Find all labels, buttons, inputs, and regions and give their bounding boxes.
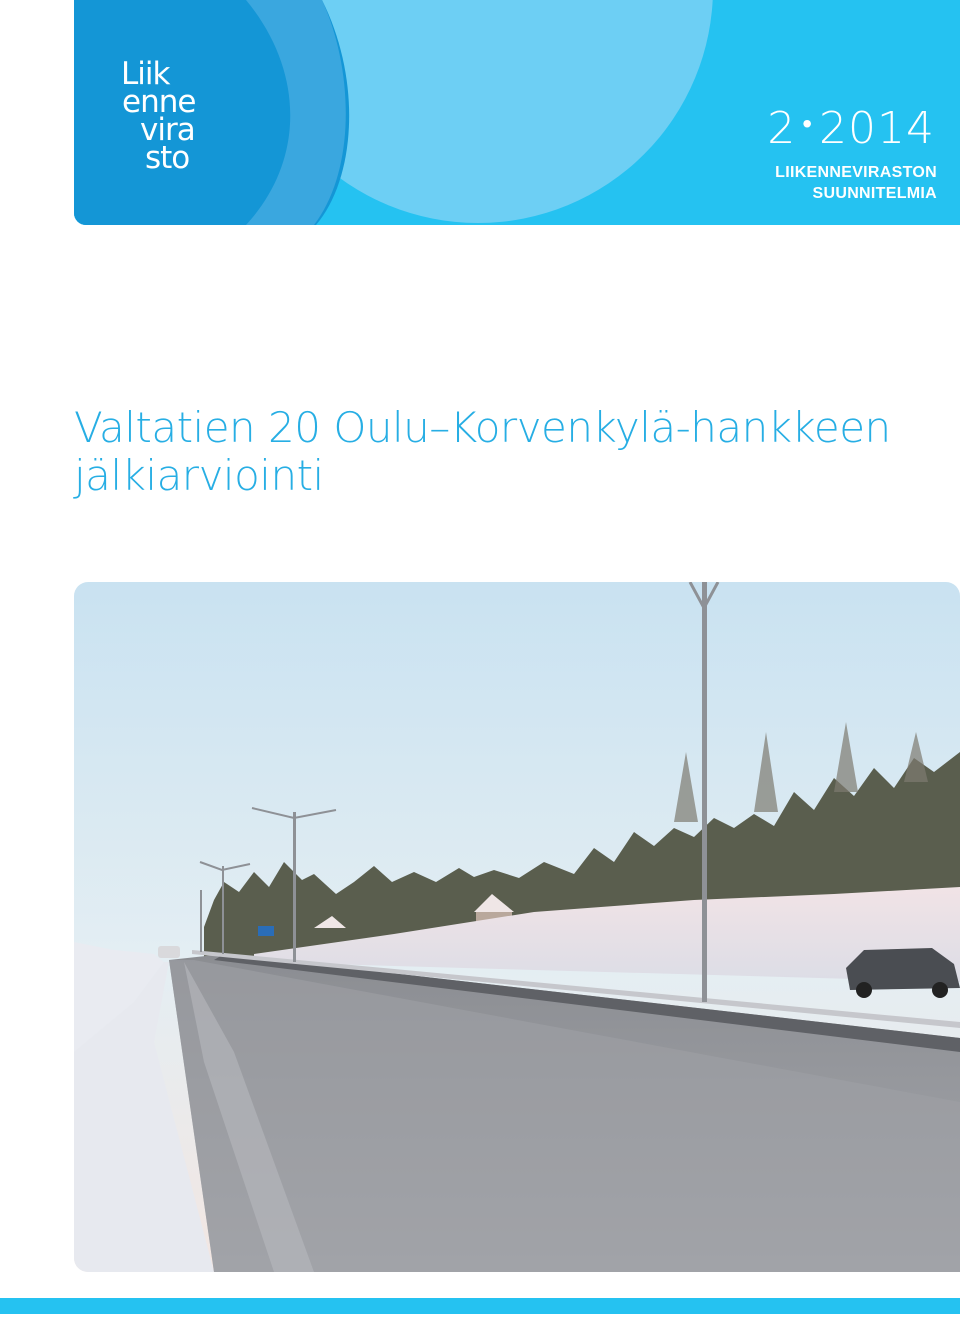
series-title: [775, 162, 937, 204]
issue-year: 2014: [819, 103, 935, 154]
winter-road-illustration: [74, 582, 960, 1272]
document-title-line-1: Valtatien 20 Oulu–Korvenkylä-hankkeen: [74, 403, 891, 452]
logo-line-4: sto: [145, 140, 190, 176]
issue-number-value: 2: [767, 103, 797, 154]
series-title-line-1: LIIKENNEVIRASTON: [775, 164, 937, 181]
cover-photo-winter-road: [74, 582, 960, 1272]
series-title-line-2: SUUNNITELMIA: [812, 185, 937, 202]
header-banner: [74, 0, 960, 225]
document-title-line-2: jälkiarviointi: [74, 451, 324, 500]
logo-line-2: enne: [122, 84, 196, 120]
logo-line-1: Liik: [121, 56, 170, 92]
liikennevirasto-logo: [121, 56, 196, 176]
issue-separator: •: [802, 107, 814, 140]
document-title: [74, 404, 891, 500]
bottom-accent-bar: [0, 1298, 960, 1314]
issue-number: [767, 100, 935, 153]
logo-line-3: vira: [140, 112, 195, 148]
